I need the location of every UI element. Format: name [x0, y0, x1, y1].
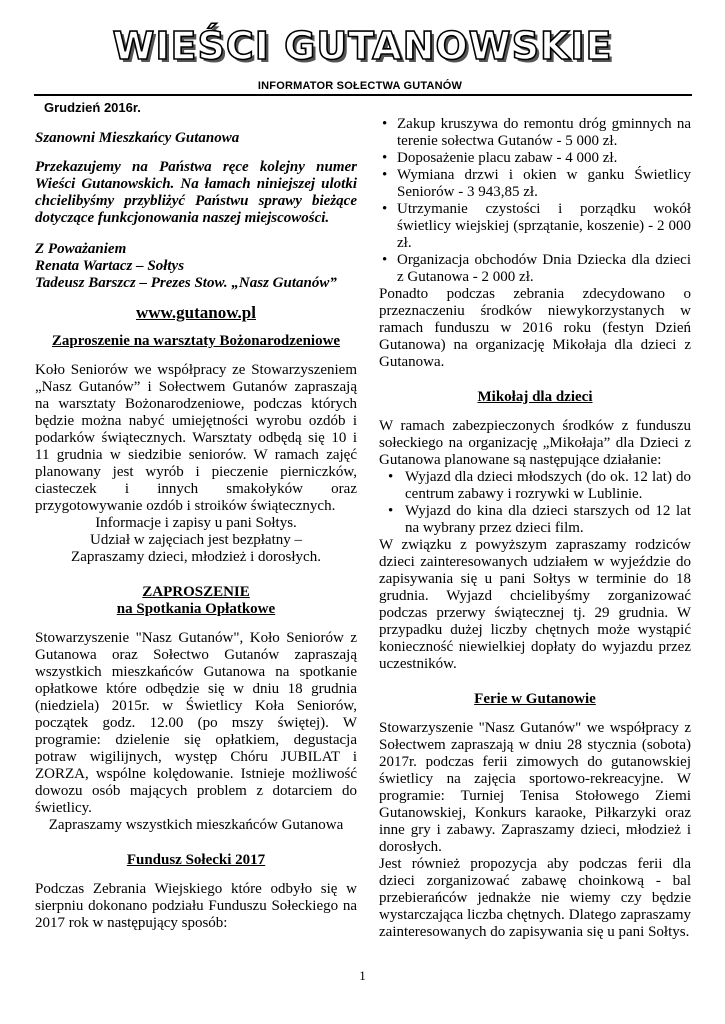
- masthead-rule: [34, 94, 692, 96]
- intro-signer-1: Renata Wartacz – Sołtys: [35, 258, 185, 274]
- list-item: • Wymiana drzwi i okien w ganku Świetlicy Seniorów - 3 943,85 zł.: [379, 167, 691, 201]
- list-item: • Utrzymanie czystości i porządku wokół świetlicy wiejskiej (sprzątanie, koszenie) - 2 000 zł.: [379, 201, 691, 252]
- workshop-info-3: Zapraszamy dzieci, młodzież i dorosłych.: [71, 549, 321, 565]
- oplatek-heading-1: ZAPROSZENIE: [142, 584, 250, 600]
- masthead-title: WIEŚCI GUTANOWSKIE: [112, 24, 613, 68]
- workshop-info-1: Informacje i zapisy u pani Sołtys.: [95, 515, 297, 531]
- intro-greeting: Szanowni Mieszkańcy Gutanowa: [35, 130, 240, 146]
- workshop-body: Koło Seniorów we współpracy ze Stowarzyszeniem „Nasz Gutanów” i Sołectwem Gutanów zapraszają na warsztaty Bożonarodzeniowe, podczas których będzie można nabyć umiejętności wyrobu ozdób i podarków świątecznych. Warsztaty odbędą się 10 i 11 grudnia w siedzibie seniorów. W ramach zajęć planowany jest wyrób i pieczenie pierniczków, ciasteczek i innych smakołyków oraz przygotowywanie ozdób i stroików świątecznych.: [35, 362, 357, 514]
- mikolaj-heading: Mikołaj dla dzieci: [477, 389, 593, 405]
- list-item: • Organizacja obchodów Dnia Dziecka dla dzieci z Gutanowa - 2 000 zł.: [379, 252, 691, 286]
- intro-signoff: Z Poważaniem: [35, 241, 127, 257]
- oplatek-closing: Zapraszamy wszystkich mieszkańców Gutanowa: [48, 817, 344, 833]
- intro-signer-2: Tadeusz Barszcz – Prezes Stow. „Nasz Gutanów”: [35, 275, 337, 291]
- issue-date: Grudzień 2016r.: [44, 100, 141, 115]
- workshop-heading: Zaproszenie na warsztaty Bożonarodzeniowe: [51, 333, 341, 349]
- website-link[interactable]: www.gutanow.pl: [136, 303, 256, 322]
- fund-body: Podczas Zebrania Wiejskiego które odbyło się w sierpniu dokonano podziału Funduszu Sołeckiego na 2017 rok w następujący sposób:: [35, 881, 357, 931]
- workshop-info-2: Udział w zajęciach jest bezpłatny –: [90, 532, 302, 548]
- list-item: • Wyjazd dla dzieci młodszych (do ok. 12 lat) do centrum zabawy i rozrywki w Lublinie.: [379, 469, 691, 503]
- list-item: • Wyjazd do kina dla dzieci starszych od 12 lat na wybrany przez dzieci film.: [379, 503, 691, 537]
- page-number: 1: [359, 968, 366, 983]
- ferie-body: Stowarzyszenie "Nasz Gutanów" we współpracy z Sołectwem zapraszają w dniu 28 stycznia (sobota) 2017r. podczas ferii zimowych do gutanowskiej świetlicy na zajęcia sportowo-rekreacyjne. W programie: Turniej Tenisa Stołowego Ziemi Gutanowskiej, Konkurs karaoke, Piłkarzyki oraz inne gry i zabawy. Zapraszamy dzieci, młodzież i dorosłych.: [379, 720, 691, 855]
- ferie-heading: Ferie w Gutanowie: [474, 691, 596, 707]
- right-column: [379, 116, 691, 941]
- list-item: • Zakup kruszywa do remontu dróg gminnych na terenie sołectwa Gutanów - 5 000 zł.: [379, 116, 691, 150]
- mikolaj-after: W związku z powyższym zapraszamy rodziców dzieci zainteresowanych udziałem w wyjeździe do zapisywania się u pani Sołtys w terminie do 18 grudnia. Wyjazd chcielibyśmy zorganizować podczas przerwy świątecznej tj. 29 grudnia. W przypadku dużej liczby chętnych może wystąpić konieczność niewielkiej dopłaty do wyjazdu przez uczestników.: [379, 537, 691, 672]
- fund-after: Ponadto podczas zebrania zdecydowano o przeznaczeniu środków niewykorzystanych w ramach funduszu w 2016 roku (festyn Dzień Gutanowa) na organizację Mikołaja dla dzieci z Gutanowa.: [379, 286, 691, 370]
- ferie-body-2: Jest również propozycja aby podczas ferii dla dzieci zorganizować zabawę choinkową - bal przebierańców jednakże nie wiemy czy będzie wystarczająca liczba chętnych. Dlatego zapraszamy zainteresowanych do zapisywania się u pani Sołtys.: [379, 856, 691, 940]
- masthead-subtitle: INFORMATOR SOŁECTWA GUTANÓW: [257, 80, 463, 92]
- intro-paragraph: Przekazujemy na Państwa ręce kolejny numer Wieści Gutanowskich. Na łamach niniejszej ulotki chcielibyśmy przybliżyć Państwu sprawy bieżące dotyczące funkcjonowania naszej miejscowości.: [35, 159, 357, 226]
- oplatek-body: Stowarzyszenie "Nasz Gutanów", Koło Seniorów z Gutanowa oraz Sołectwo Gutanów zapraszają wszystkich mieszkańców Gutanowa na spotkanie opłatkowe które odbędzie się w dniu 18 grudnia (niedziela) 2015r. w Świetlicy Koła Seniorów, początek godz. 12.00 (po mszy świętej). W programie: dzielenie się opłatkiem, degustacja potraw wigilijnych, występ Chóru JUBILAT i ZORZA, wspólne kolędowanie. Istnieje możliwość dowozu osób mających problem z dotarciem do świetlicy.: [35, 630, 357, 816]
- oplatek-heading-2: na Spotkania Opłatkowe: [116, 601, 276, 617]
- mikolaj-body: W ramach zabezpieczonych środków z funduszu sołeckiego na organizację „Mikołaja” dla Dzieci z Gutanowa planowane są następujące działanie:: [379, 418, 691, 468]
- left-column: [35, 130, 357, 932]
- fund-items-list: [379, 116, 691, 286]
- list-item: • Doposażenie placu zabaw - 4 000 zł.: [379, 150, 691, 167]
- mikolaj-items-list: [379, 469, 691, 537]
- fund-heading: Fundusz Sołecki 2017: [126, 852, 266, 868]
